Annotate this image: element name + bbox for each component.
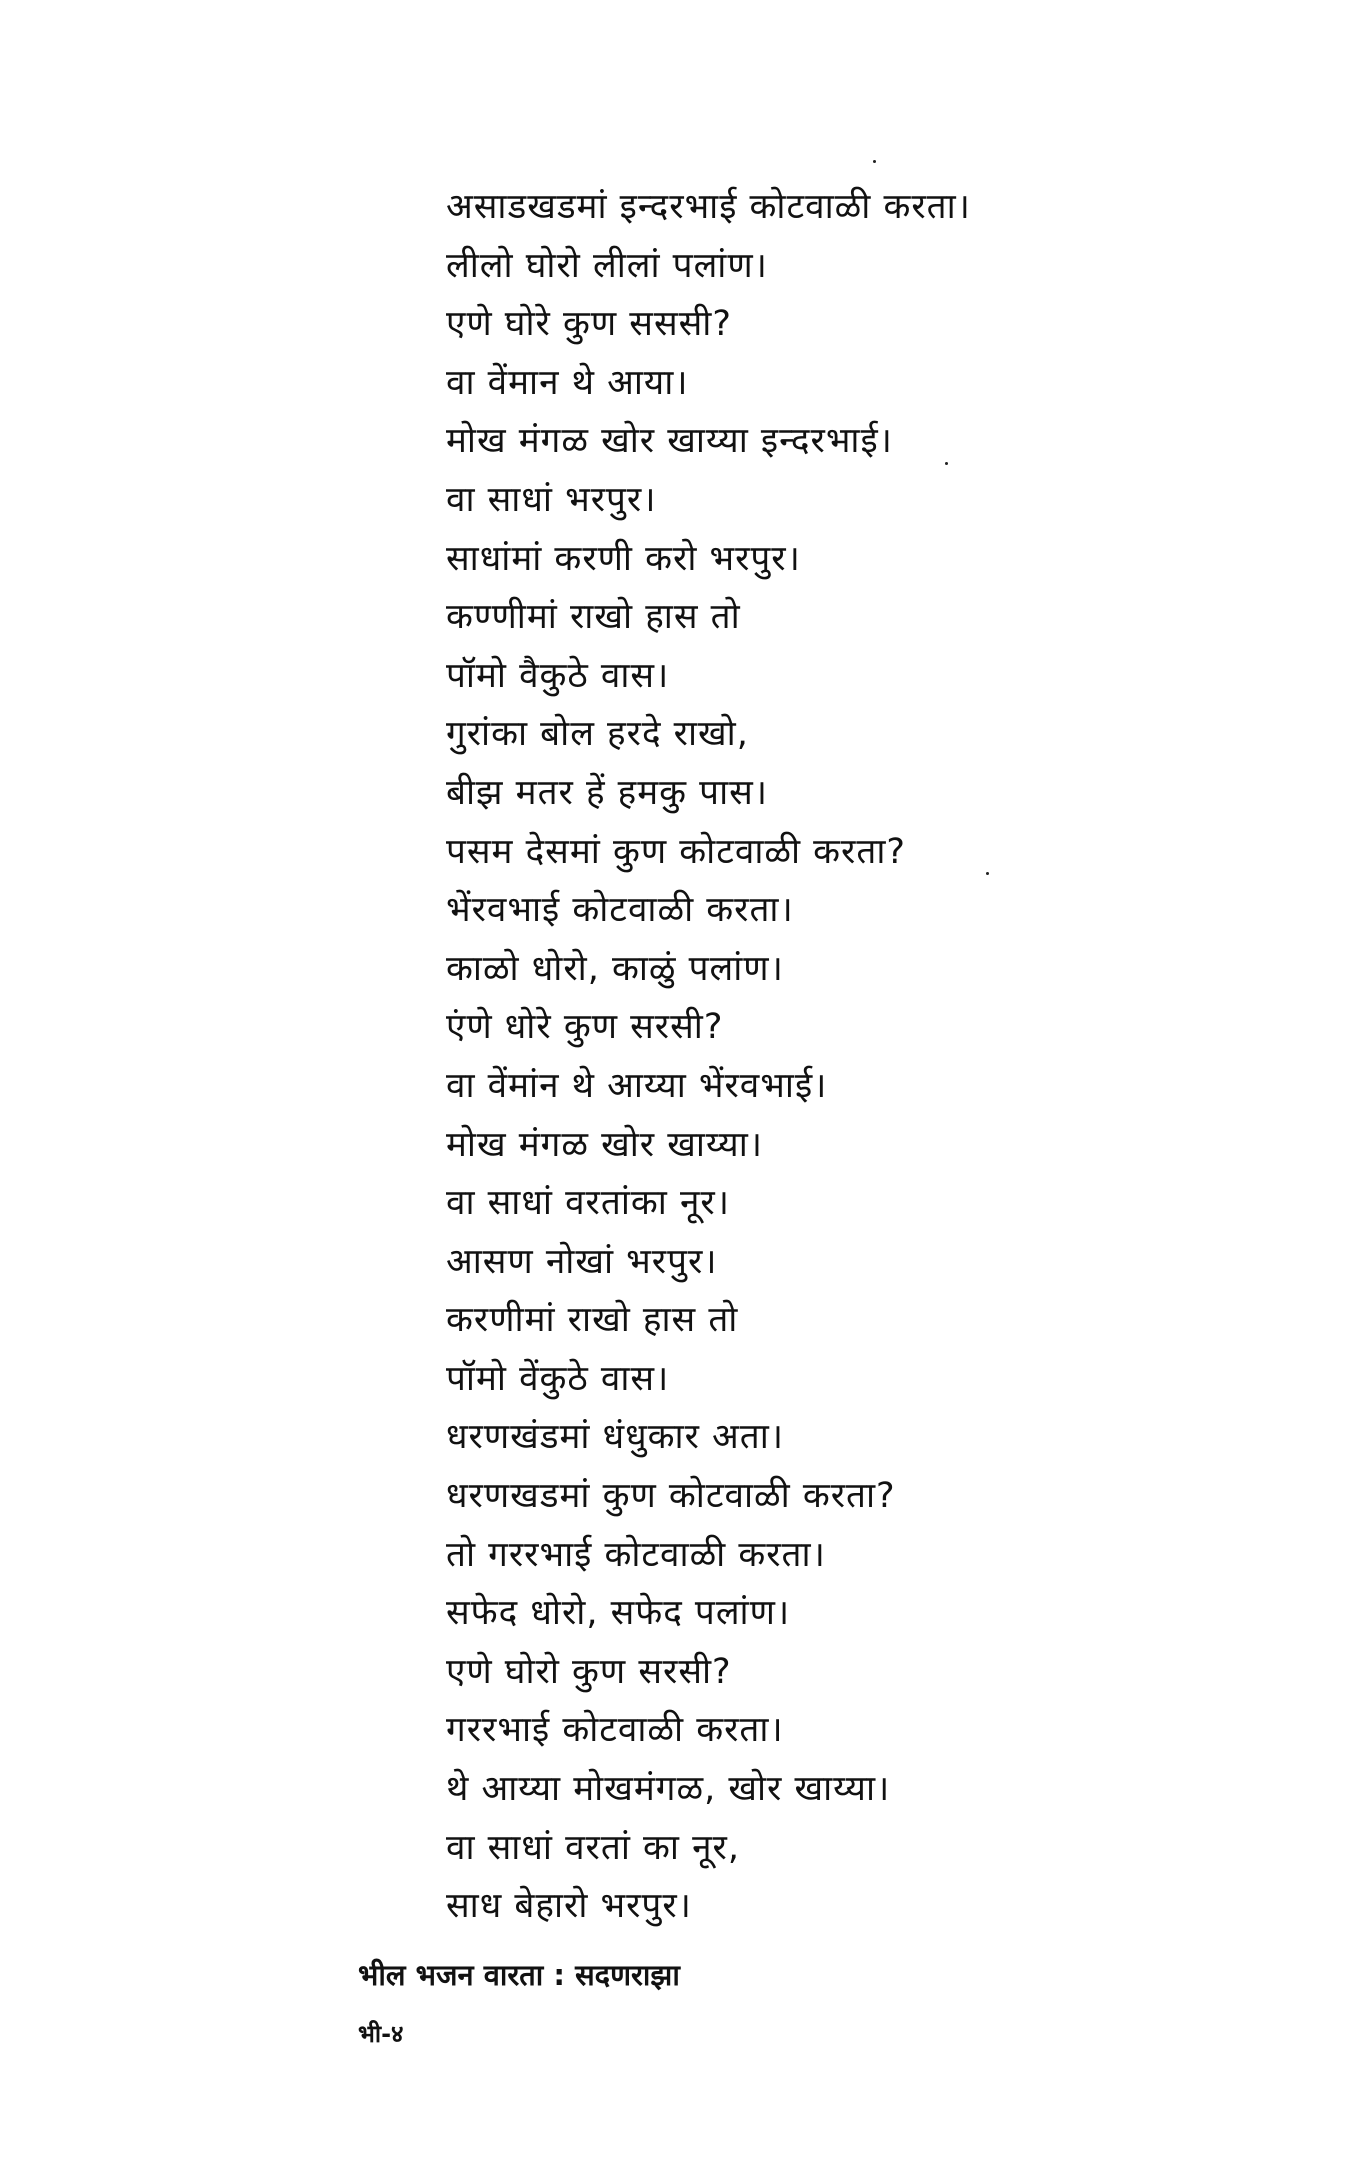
print-speck [945, 462, 948, 465]
verse-line: वा साधां वरतां का नूर, [446, 1827, 740, 1868]
verse-line: वा साधां भरपुर। [446, 479, 657, 520]
verse-line: एंणे धोरे कुण सरसी? [446, 1007, 724, 1048]
page-code: भी-४ [358, 2020, 404, 2048]
book-title-footer: भील भजन वारता : सदणराझा [358, 1958, 680, 1992]
verse-line: बीझ मतर हें हमकु पास। [446, 772, 769, 813]
verse-line: गुरांका बोल हरदे राखो, [446, 714, 749, 755]
verse-line: सफेद धोरो, सफेद पलांण। [446, 1593, 791, 1634]
print-speck [986, 872, 989, 875]
verse-line: असाडखडमां इन्दरभाई कोटवाळी करता। [446, 187, 971, 227]
verse-line: धरणखडमां कुण कोटवाळी करता? [446, 1476, 896, 1517]
verse-line: साधांमां करणी करो भरपुर। [446, 538, 801, 579]
verse-block [446, 178, 1266, 1936]
verse-line: गररभाई कोटवाळी करता। [446, 1710, 784, 1751]
verse-line: वा साधां वरतांका नूर। [446, 1183, 730, 1224]
verse-line: वा वेंमान थे आया। [446, 362, 689, 403]
verse-line: पसम देसमां कुण कोटवाळी करता? [446, 831, 906, 872]
verse-line: धरणखंडमां धंधुकार अता। [446, 1417, 785, 1458]
verse-line: कण्णीमां राखो हास तो [446, 597, 741, 638]
verse-line: थे आय्या मोखमंगळ, खोर खाय्या। [446, 1769, 891, 1810]
verse-line: भेंरवभाई कोटवाळी करता। [446, 890, 794, 931]
verse-line: मोख मंगळ खोर खाय्या। [446, 1124, 764, 1165]
verse-line: पॉमो वेंकुठे वास। [446, 1358, 670, 1399]
verse-line: काळो धोरो, काळुं पलांण। [446, 948, 784, 989]
verse-line: एणे घोरे कुण सससी? [446, 304, 732, 345]
verse-line: तो गररभाई कोटवाळी करता। [446, 1534, 826, 1575]
verse-line: आसण नोखां भरपुर। [446, 1241, 718, 1282]
verse-line: करणीमां राखो हास तो [446, 1300, 739, 1341]
verse-line: वा वेंमांन थे आय्या भेंरवभाई। [446, 1065, 828, 1106]
verse-line: पॉमो वैकुठे वास। [446, 655, 670, 696]
verse-line: एणे घोरो कुण सरसी? [446, 1651, 732, 1692]
verse-line: लीलो घोरो लीलां पलांण। [446, 245, 768, 286]
print-speck [873, 160, 876, 163]
verse-line: मोख मंगळ खोर खाय्या इन्दरभाई। [446, 421, 893, 462]
verse-line: साध बेहारो भरपुर। [446, 1886, 692, 1927]
